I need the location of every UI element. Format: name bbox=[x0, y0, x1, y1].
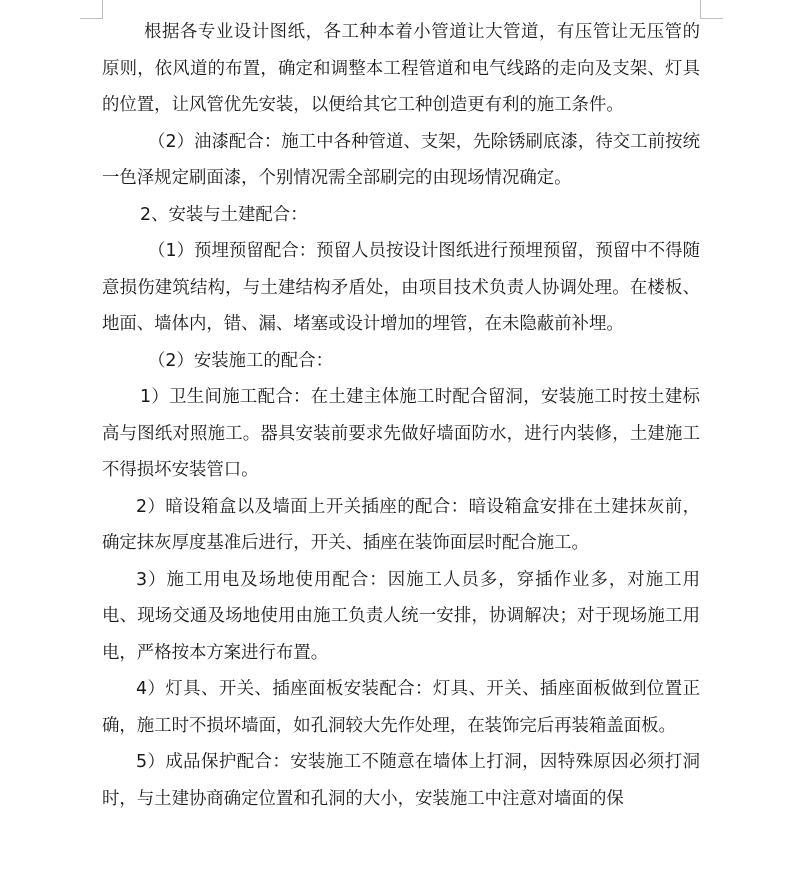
paragraph-fixtures-coordination: 4）灯具、开关、插座面板安装配合：灯具、开关、插座面板做到位置正确，施工时不损坏墙面，如孔洞较大先作处理，在装饰完后再装箱盖面板。 bbox=[102, 679, 700, 736]
paragraph-embedding-coordination: （1）预埋预留配合：预留人员按设计图纸进行预埋预留，预留中不得随意损伤建筑结构，与土建结构矛盾处，由项目技术负责人协调处理。在楼板、地面、墙体内，错、漏、堵塞或设计增加的埋管，在未隐蔽前补埋。 bbox=[102, 241, 700, 334]
section-heading-installation-civil: 2、安装与土建配合： bbox=[140, 204, 308, 225]
paragraph-boxes-switches-coordination: 2）暗设箱盒以及墙面上开关插座的配合：暗设箱盒安排在土建抹灰前，确定抹灰厚度基准后进行，开关、插座在装饰面层时配合施工。 bbox=[102, 496, 700, 553]
paragraph-power-site-coordination: 3）施工用电及场地使用配合：因施工人员多，穿插作业多，对施工用电、现场交通及场地使用由施工负责人统一安排，协调解决；对于现场施工用电，严格按本方案进行布置。 bbox=[102, 569, 700, 663]
page-corner-mark-top-left bbox=[80, 0, 103, 19]
paragraph-product-protection: 5）成品保护配合：安装施工不随意在墙体上打洞，因特殊原因必须打洞时，与土建协商确定位置和孔洞的大小，安装施工中注意对墙面的保 bbox=[102, 752, 700, 809]
paragraph-bathroom-coordination: 1）卫生间施工配合：在土建主体施工时配合留洞，安装施工时按土建标高与图纸对照施工。器具安装前要求先做好墙面防水，进行内装修，土建施工不得损坏安装管口。 bbox=[102, 387, 700, 480]
paragraph-painting-coordination: （2）油漆配合：施工中各种管道、支架，先除锈刷底漆，待交工前按统一色泽规定刷面漆，个别情况需全部刷完的由现场情况确定。 bbox=[102, 131, 700, 188]
document-body bbox=[102, 14, 700, 817]
paragraph-pipe-layout: 根据各专业设计图纸，各工种本着小管道让大管道，有压管让无压管的原则，依风道的布置，确定和调整本工程管道和电气线路的走向及支架、灯具的位置，让风管优先安装，以便给其它工种创造更有利的施工条件。 bbox=[102, 22, 700, 115]
page-corner-mark-top-right bbox=[700, 0, 723, 19]
subheading-installation-coordination: （2）安装施工的配合： bbox=[148, 350, 333, 371]
